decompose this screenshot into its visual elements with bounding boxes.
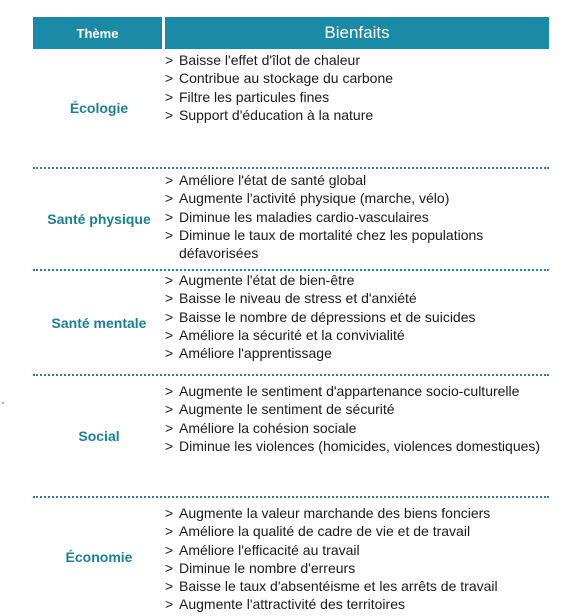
list-item: > Augmente la valeur marchande des biens fonciers [165,504,549,522]
list-item: > Augmente l'état de bien-être [165,271,549,289]
list-item: > Baisse le taux d'absentéisme et les arrêts de travail [165,577,549,595]
list-item: > Diminue les maladies cardio-vasculaires [165,208,549,226]
benefits-table [33,17,549,616]
list-item: > Baisse le niveau de stress et d'anxiété [165,289,549,307]
theme-cell: Écologie [69,100,129,116]
table-header [33,17,549,49]
list-item: > Contribue au stockage du carbone [165,69,549,87]
benefits-list [165,271,549,374]
theme-cell: Santé physique [47,211,151,227]
benefits-list [165,498,549,616]
benefits-list [165,49,549,167]
list-item: > Diminue le taux de mortalité chez les populations défavorisées [165,226,549,263]
table-row [33,496,549,616]
list-item: > Augmente l'attractivité des territoires [165,595,549,613]
table-row [33,167,549,269]
table-row [33,49,549,167]
list-item: > Diminue le nombre d'erreurs [165,559,549,577]
list-item: > Augmente le sentiment d'appartenance socio-culturelle [165,382,549,400]
stray-mark [2,402,4,404]
list-item: > Filtre les particules fines [165,88,549,106]
benefits-list [165,376,549,496]
list-item: > Support d'éducation à la nature [165,106,549,124]
table-row [33,269,549,374]
list-item: > Diminue les violences (homicides, violences domestiques) [165,437,549,455]
list-item: > Augmente le sentiment de sécurité [165,400,549,418]
list-item: > Améliore la qualité de cadre de vie et de travail [165,522,549,540]
list-item: > Améliore l'efficacité au travail [165,541,549,559]
list-item: > Améliore la sécurité et la convivialité [165,326,549,344]
list-item: > Améliore l'apprentissage [165,344,549,362]
theme-cell: Santé mentale [51,314,147,331]
header-theme: Thème [76,25,119,41]
benefits-list [165,169,549,269]
list-item: > Augmente l'activité physique (marche, vélo) [165,189,549,207]
theme-cell: Social [78,428,120,444]
list-item: > Améliore la cohésion sociale [165,419,549,437]
list-item: > Baisse l'effet d'îlot de chaleur [165,51,549,69]
table-row [33,374,549,496]
theme-cell: Économie [65,549,133,565]
list-item: > Baisse le nombre de dépressions et de suicides [165,308,549,326]
list-item: > Améliore l'état de santé global [165,171,549,189]
header-benefits: Bienfaits [324,23,390,42]
